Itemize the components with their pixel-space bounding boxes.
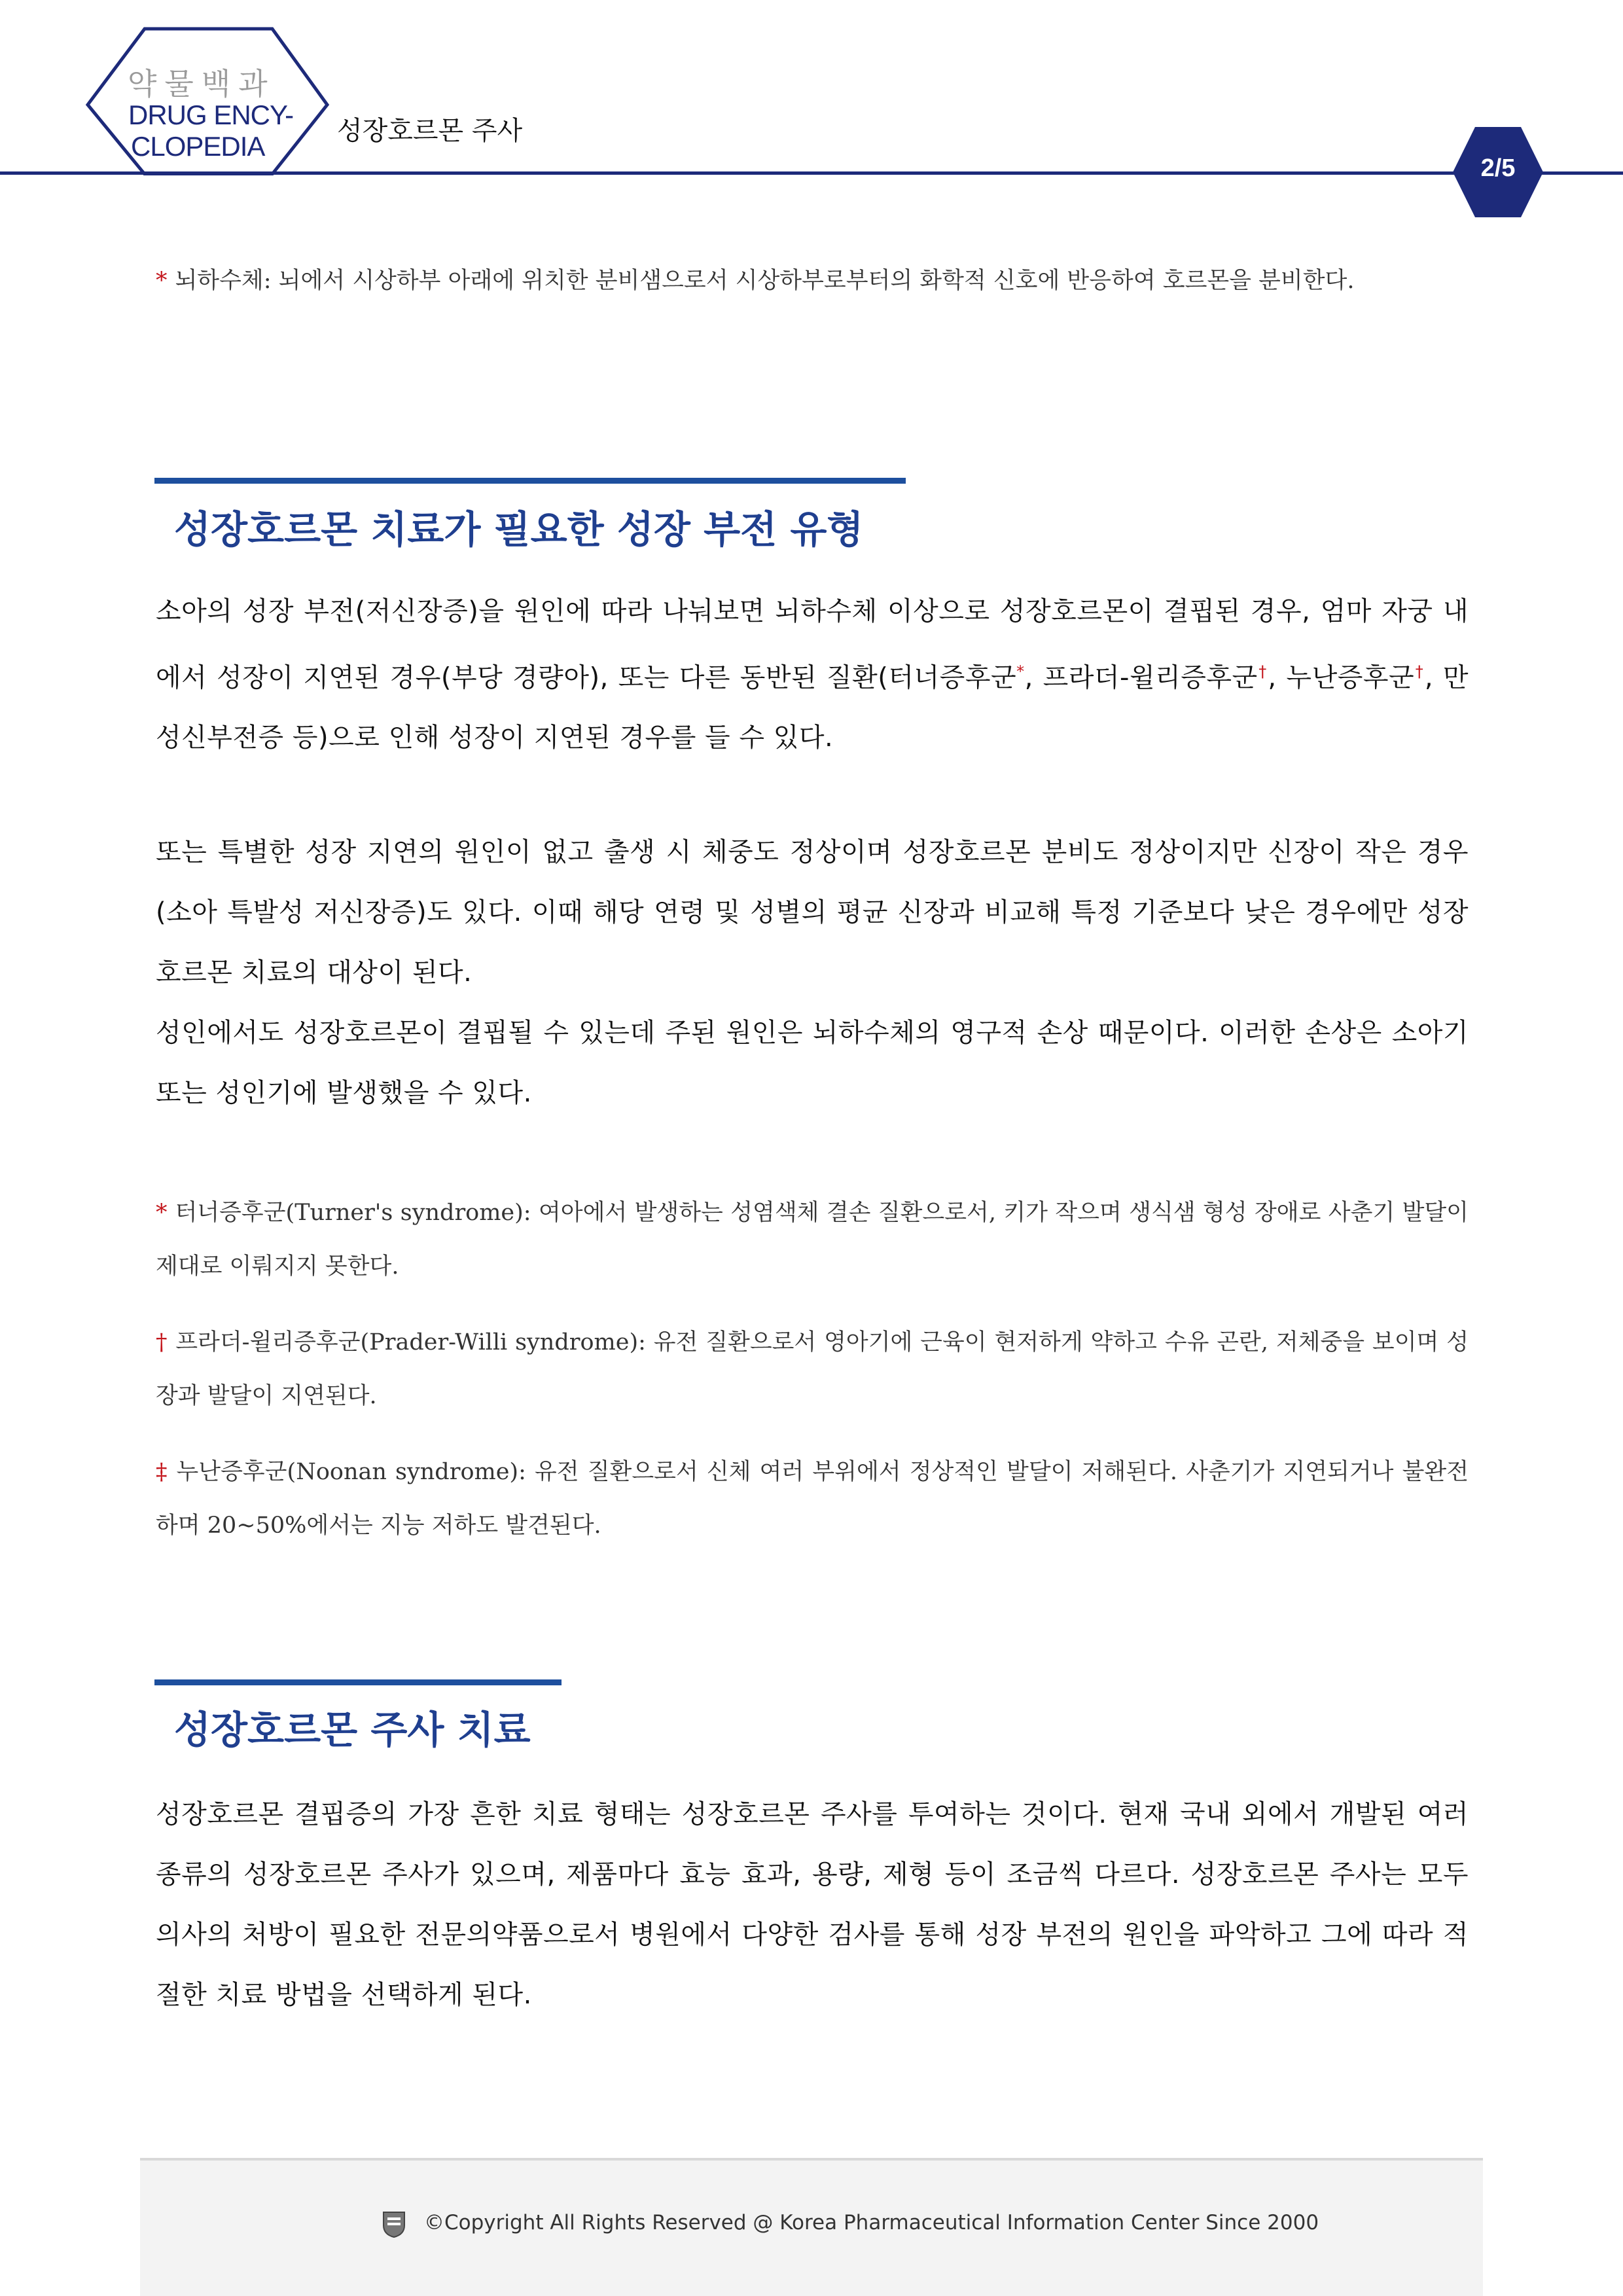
footnote-text: 프라더-윌리증후군(Prader-Willi syndrome): 유전 질환으로서 영아기에 근육이 현저하게 약하고 수유 곤란, 저체중을 보이며 성장과 발달이 지연된다. [156, 1329, 1469, 1409]
section1-footnotes [156, 1186, 1469, 1552]
paragraph-text: 성인에서도 성장호르몬이 결핍될 수 있는데 주된 원인은 뇌하수체의 영구적 손상 때문이다. 이러한 손상은 소아기 또는 성인기에 발생했을 수 있다. [156, 1018, 1469, 1108]
footnote-ref: † [1257, 662, 1268, 681]
logo-korean-text: 약물백과 [128, 66, 276, 101]
footnote-mark: * [156, 268, 168, 294]
logo-english-text [128, 99, 293, 162]
section-bar [154, 478, 906, 484]
paragraph-text: 또는 특별한 성장 지연의 원인이 없고 출생 시 체중도 정상이며 성장호르몬 분비도 정상이지만 신장이 작은 경우(소아 특발성 저신장증)도 있다. 이때 해당 연령 및 성별의 평균 신장과 비교해 특정 기준보다 낮은 경우에만 성장호르몬 치료의 대상이 된다. [156, 837, 1469, 988]
section1-paragraph-1 [156, 581, 1469, 768]
footnote-mark: ‡ [156, 1459, 169, 1485]
footnote-mark: * [156, 1200, 168, 1226]
footnote-mark: † [156, 1329, 168, 1355]
footnote-ref: † [1414, 662, 1425, 681]
top-footnote [156, 254, 1469, 308]
paragraph-text: , 프라더-윌리증후군 [1024, 662, 1258, 693]
logo-english-line-1: DRUG ENCY- [128, 99, 294, 130]
paragraph-text: 성장호르몬 결핍증의 가장 흔한 치료 형태는 성장호르몬 주사를 투여하는 것이다. 현재 국내 외에서 개발된 여러 종류의 성장호르몬 주사가 있으며, 제품마다 효능 효과, 용량, 제형 등이 조금씩 다르다. 성장호르몬 주사는 모두 의사의 처방이 필요한 전문의약품으로서 병원에서 다양한 검사를 통해 성장 부전의 원인을 파악하고 그에 따라 적절한 치료 방법을 선택하게 된다. [156, 1799, 1469, 2010]
page-number: 2/5 [1480, 154, 1516, 182]
footnote-text: 누난증후군(Noonan syndrome): 유전 질환으로서 신체 여러 부위에서 정상적인 발달이 저해된다. 사춘기가 지연되거나 불완전하며 20~50%에서는 지능 저하도 발견된다. [156, 1459, 1469, 1539]
section-title: 성장호르몬 치료가 필요한 성장 부전 유형 [174, 507, 864, 552]
paragraph-text: , 만성신부전증 등)으로 인해 성장이 지연된 경우를 들 수 있다. [156, 662, 1469, 753]
shield-icon [382, 2211, 406, 2238]
header-rule [0, 171, 1623, 175]
footnote-ref: * [1016, 662, 1025, 681]
document-title: 성장호르몬 주사 [337, 116, 523, 146]
section-bar [154, 1679, 562, 1685]
section2-paragraph-1 [156, 1784, 1469, 2025]
copyright-text: ©Copyright All Rights Reserved @ Korea Pharmaceutical Information Center Since 2000 [424, 2211, 1319, 2234]
section-title: 성장호르몬 주사 치료 [174, 1708, 531, 1752]
footnote-text: 터너증후군(Turner's syndrome): 여아에서 발생하는 성염색체 결손 질환으로서, 키가 작으며 생식샘 형성 장애로 사춘기 발달이 제대로 이뤄지지 못한다. [156, 1200, 1469, 1280]
paragraph-text: , 누난증후군 [1268, 662, 1415, 693]
logo-english-line-2: CLOPEDIA [131, 131, 265, 162]
footnote-text: 뇌하수체: 뇌에서 시상하부 아래에 위치한 분비샘으로서 시상하부로부터의 화학적 신호에 반응하여 호르몬을 분비한다. [175, 268, 1355, 294]
paragraph-text: 소아의 성장 부전(저신장증)을 원인에 따라 나눠보면 뇌하수체 이상으로 성장호르몬이 결핍된 경우, 엄마 자궁 내에서 성장이 지연된 경우(부당 경량아), 또는 다른 동반된 질환(터너증후군 [156, 596, 1469, 693]
section1-paragraph-2 [156, 822, 1469, 1123]
